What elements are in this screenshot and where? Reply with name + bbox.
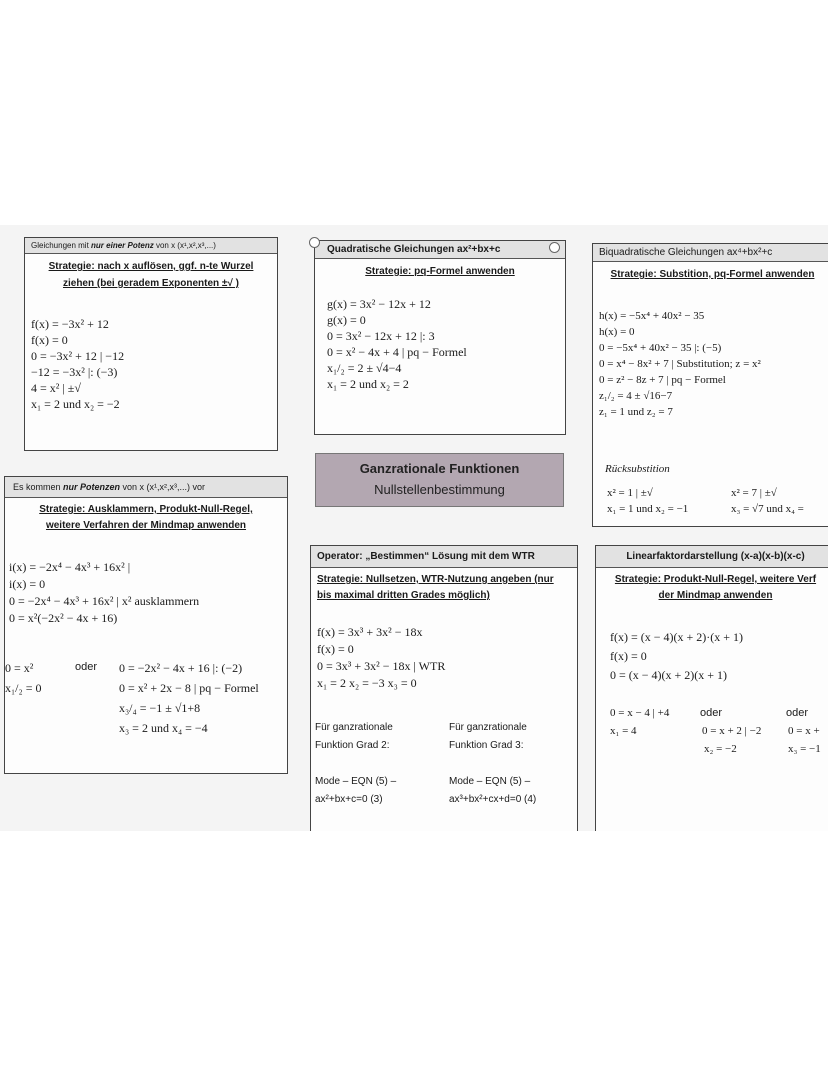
equation-line: x₁/₂ = 0 (5, 681, 42, 695)
strategy-line-1: Strategie: nach x auflösen, ggf. n-te Wurzel (48, 261, 254, 272)
oder-label: oder (75, 661, 98, 673)
case-left (5, 658, 41, 698)
resubstitution-left (607, 485, 688, 517)
card-linear-factors (595, 545, 828, 831)
header-emphasis: nur einer Potenz (91, 241, 154, 250)
equation-line: x₁ = 1 und x₂ = −1 (607, 503, 689, 515)
factor-case-a (610, 704, 669, 740)
factor-case-c (788, 722, 821, 758)
factor-case-b (702, 722, 761, 758)
equation-line: f(x) = (x − 4)(x + 2)·(x + 1) (610, 630, 744, 644)
equation-line: 0 = z² − 8z + 7 | pq − Formel (599, 374, 726, 386)
equation-line: x₁ = 4 (610, 725, 637, 737)
card-header (5, 477, 287, 498)
equation-line: 4 = x² | ±√ (31, 381, 81, 395)
equation-line: 0 = x²(−2x² − 4x + 16) (9, 611, 118, 625)
strategy-text (25, 254, 277, 292)
equation-line: 0 = x² − 4x + 4 | pq − Formel (327, 345, 467, 359)
equation-line: z₁/₂ = 4 ± √16−7 (599, 390, 673, 402)
strategy-text: Strategie: pq-Formel anwenden (365, 266, 515, 277)
equation-line: g(x) = 0 (327, 313, 366, 327)
equation-line: −12 = −3x² |: (−3) (31, 365, 118, 379)
equation-line: 0 = (x − 4)(x + 2)(x + 1) (610, 668, 728, 682)
equation-line: g(x) = 3x² − 12x + 12 (327, 297, 431, 311)
strategy-line-2: bis maximal dritten Grades möglich) (317, 590, 490, 601)
header-emphasis: nur Potenzen (63, 482, 121, 492)
equation-line: f(x) = 0 (31, 333, 68, 347)
strategy-line-2: ziehen (bei geradem Exponenten ±√ ) (62, 278, 239, 289)
resubstitution-label: Rücksubstition (605, 463, 670, 475)
equation-line: 0 = x + (788, 725, 820, 737)
equation-line: z₁ = 1 und z₂ = 7 (599, 406, 673, 418)
equation-line: 0 = x − 4 | +4 (610, 707, 670, 719)
card-header: Quadratische Gleichungen ax²+bx+c (315, 241, 565, 259)
card-header: Operator: „Bestimmen“ Lösung mit dem WTR (311, 546, 577, 568)
page-subtitle: Nullstellenbestimmung (374, 482, 505, 497)
equation-line: h(x) = 0 (599, 326, 635, 338)
equation-line: 0 = x² + 2x − 8 | pq − Formel (119, 681, 259, 695)
strategy-line-2: weitere Verfahren der Mindmap anwenden (45, 520, 247, 531)
card-header: Linearfaktordarstellung (x-a)(x-b)(x-c) (596, 546, 828, 568)
text-line (315, 755, 396, 773)
equation-line: x₃/₄ = −1 ± √1+8 (119, 701, 201, 715)
example-equations (31, 316, 124, 412)
strategy-text: Strategie: Substition, pq-Formel anwenden (610, 269, 815, 280)
equation-line: 0 = x⁴ − 8x² + 7 | Substitution; z = x² (599, 358, 761, 370)
card-header: Biquadratische Gleichungen ax⁴+bx²+c (593, 244, 828, 262)
equation-line: f(x) = 3x³ + 3x² − 18x (317, 625, 423, 639)
text-line: Funktion Grad 2: (315, 740, 390, 751)
oder-label: oder (786, 707, 809, 719)
oder-label: oder (700, 707, 723, 719)
text-line: Für ganzrationale (315, 722, 393, 733)
mindmap-center-title (315, 453, 564, 507)
equation-line: x₂ = −2 (704, 743, 737, 755)
text-line: Mode – EQN (5) – (449, 776, 531, 787)
text-line: ax²+bx+c=0 (3) (315, 794, 383, 805)
equation-line: f(x) = 0 (317, 642, 354, 656)
strategy-line-2: der Mindmap anwenden (658, 590, 773, 601)
text-line: Für ganzrationale (449, 722, 527, 733)
header-post: von x (x¹,x²,x³,...) (153, 241, 216, 250)
text-line (449, 755, 536, 773)
strategy-line-1: Strategie: Nullsetzen, WTR-Nutzung angeben (nur (317, 574, 554, 585)
wtr-grade3-column (449, 719, 536, 809)
punch-hole-left (309, 237, 320, 248)
strategy-line-1: Strategie: Ausklammern, Produkt-Null-Regel, (39, 504, 253, 515)
example-equations (610, 628, 743, 685)
equation-line: 0 = −2x⁴ − 4x³ + 16x² | x² ausklammern (9, 594, 200, 608)
page-title: Ganzrationale Funktionen (359, 461, 520, 476)
strategy-text (311, 568, 577, 604)
strategy-text (596, 568, 828, 604)
card-biquadratic (592, 243, 828, 527)
card-factor-out (4, 476, 288, 774)
equation-line: x₃ = −1 (788, 743, 821, 755)
equation-line: h(x) = −5x⁴ + 40x² − 35 (599, 310, 705, 322)
card-calculator (310, 545, 578, 831)
header-pre: Es kommen (13, 482, 64, 492)
equation-line: x₁ = 2 und x₂ = 2 (327, 377, 409, 391)
text-line: ax³+bx²+cx+d=0 (4) (449, 794, 537, 805)
resubstitution-right (731, 485, 804, 517)
equation-line: 0 = −3x² + 12 | −12 (31, 349, 125, 363)
equation-line: 0 = 3x³ + 3x² − 18x | WTR (317, 659, 446, 673)
equation-line: i(x) = 0 (9, 577, 46, 591)
header-post: von x (x¹,x²,x³,...) vor (120, 482, 206, 492)
equation-line: x² = 7 | ±√ (731, 487, 777, 499)
example-equations (317, 624, 445, 692)
equation-line: x₃ = 2 und x₄ = −4 (119, 721, 208, 735)
equation-line: x₁ = 2 x₂ = −3 x₃ = 0 (317, 676, 417, 690)
card-header (25, 238, 277, 254)
equation-line: 0 = 3x² − 12x + 12 |: 3 (327, 329, 435, 343)
example-equations (9, 559, 199, 627)
example-equations (599, 308, 761, 420)
wtr-grade2-column (315, 719, 396, 809)
card-single-power (24, 237, 278, 451)
equation-line: 0 = −2x² − 4x + 16 |: (−2) (119, 661, 243, 675)
equation-line: x₃ = √7 und x₄ = (731, 503, 804, 515)
header-pre: Gleichungen mit (31, 241, 92, 250)
punch-hole-right (549, 242, 560, 253)
equation-line: 0 = x + 2 | −2 (702, 725, 762, 737)
equation-line: 0 = −5x⁴ + 40x² − 35 |: (−5) (599, 342, 722, 354)
case-right (119, 658, 259, 738)
equation-line: x₁ = 2 und x₂ = −2 (31, 397, 120, 411)
equation-line: f(x) = −3x² + 12 (31, 317, 109, 331)
text-line: Funktion Grad 3: (449, 740, 524, 751)
card-quadratic (314, 240, 566, 435)
equation-line: x₁/₂ = 2 ± √4−4 (327, 361, 402, 375)
text-line: Mode – EQN (5) – (315, 776, 397, 787)
strategy-line-1: Strategie: Produkt-Null-Regel, weitere Verf (614, 574, 817, 585)
equation-line: x² = 1 | ±√ (607, 487, 653, 499)
example-equations (327, 296, 467, 392)
equation-line: 0 = x² (5, 661, 34, 675)
strategy-text (5, 498, 287, 534)
equation-line: f(x) = 0 (610, 649, 647, 663)
equation-line: i(x) = −2x⁴ − 4x³ + 16x² | (9, 560, 131, 574)
